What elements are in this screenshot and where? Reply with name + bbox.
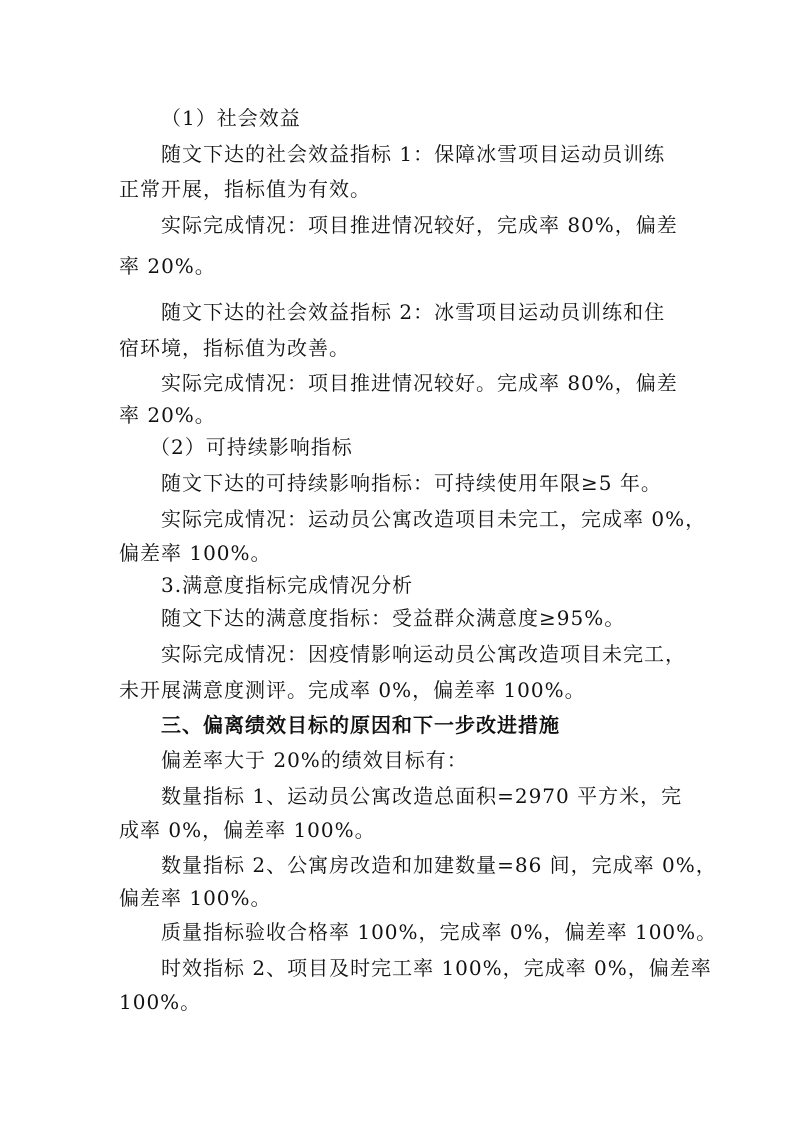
section-heading: 三、偏离绩效目标的原因和下一步改进措施 bbox=[161, 713, 560, 737]
paragraph-line: 随文下达的可持续影响指标：可持续使用年限≥5 年。 bbox=[161, 471, 662, 495]
paragraph-line: 随文下达的社会效益指标 2：冰雪项目运动员训练和住 bbox=[161, 300, 666, 324]
paragraph-line: 偏差率 100%。 bbox=[119, 886, 272, 910]
paragraph-line: 宿环境，指标值为改善。 bbox=[119, 336, 350, 360]
paragraph-line: 实际完成情况：项目推进情况较好，完成率 80%，偏差 bbox=[161, 213, 678, 237]
subheading-sustainability: （2）可持续影响指标 bbox=[150, 435, 353, 459]
paragraph-line: 时效指标 2、项目及时完工率 100%，完成率 0%，偏差率 bbox=[161, 956, 712, 980]
paragraph-line: 成率 0%，偏差率 100%。 bbox=[119, 818, 376, 842]
paragraph-line: 数量指标 1、运动员公寓改造总面积=2970 平方米，完 bbox=[161, 784, 683, 808]
paragraph-line: 质量指标验收合格率 100%，完成率 0%，偏差率 100%。 bbox=[161, 920, 718, 944]
subheading-social-benefit: （1）社会效益 bbox=[161, 106, 301, 130]
paragraph-line: 随文下达的满意度指标：受益群众满意度≥95%。 bbox=[161, 606, 626, 630]
paragraph-line: 实际完成情况：因疫情影响运动员公寓改造项目未完工， bbox=[161, 642, 686, 666]
paragraph-line: 100%。 bbox=[119, 990, 202, 1014]
paragraph-line: 实际完成情况：项目推进情况较好。完成率 80%，偏差 bbox=[161, 371, 678, 395]
paragraph-line: 偏差率 100%。 bbox=[119, 541, 272, 565]
paragraph-line: 实际完成情况：运动员公寓改造项目未完工，完成率 0%， bbox=[161, 507, 707, 531]
paragraph-line: 正常开展，指标值为有效。 bbox=[119, 177, 371, 201]
paragraph-line: 率 20%。 bbox=[119, 403, 216, 427]
paragraph-line: 未开展满意度测评。完成率 0%，偏差率 100%。 bbox=[119, 678, 586, 702]
paragraph-line: 随文下达的社会效益指标 1：保障冰雪项目运动员训练 bbox=[161, 142, 666, 166]
paragraph-line: 数量指标 2、公寓房改造和加建数量=86 间，完成率 0%， bbox=[161, 853, 717, 877]
paragraph-line: 偏差率大于 20%的绩效目标有： bbox=[161, 748, 468, 772]
paragraph-line: 率 20%。 bbox=[119, 254, 216, 278]
subheading-satisfaction: 3.满意度指标完成情况分析 bbox=[161, 573, 414, 597]
